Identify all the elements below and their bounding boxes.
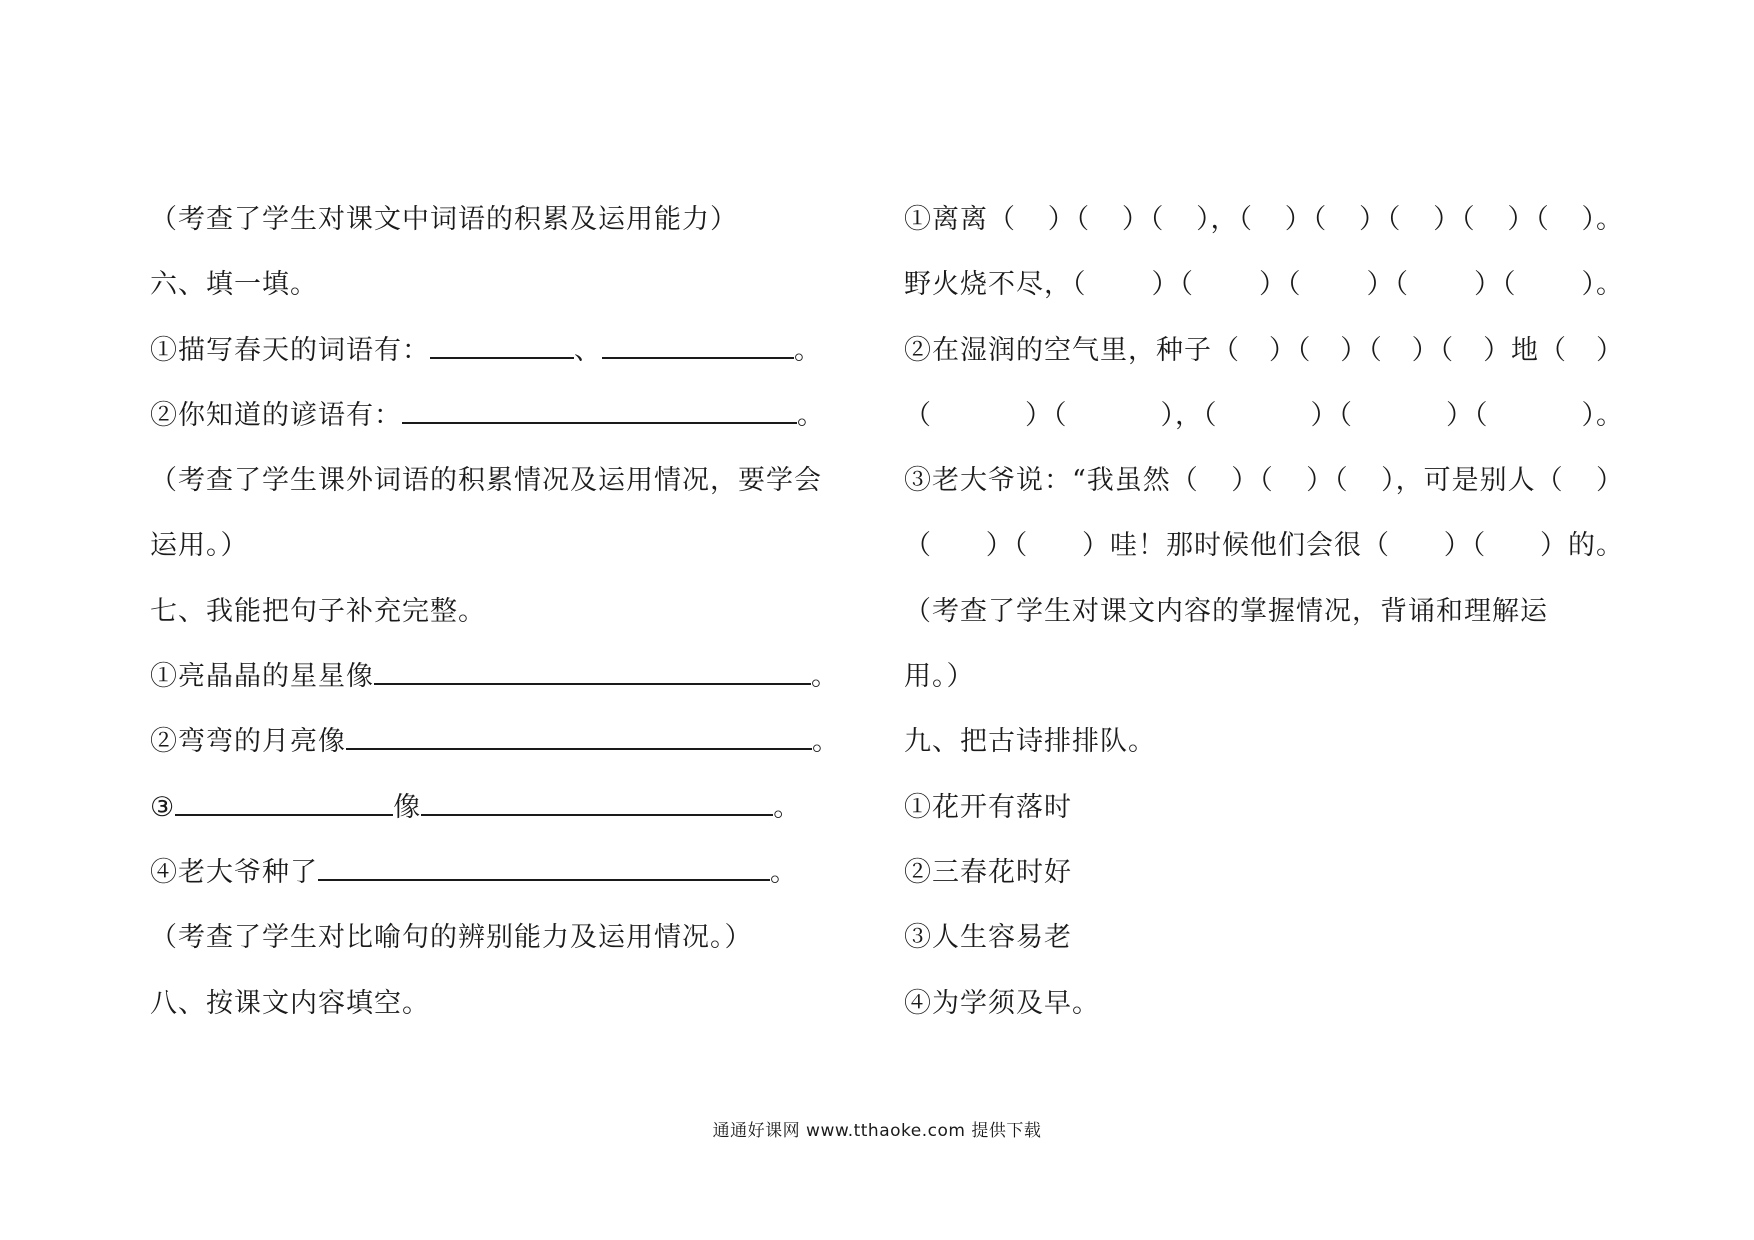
text-segment: （: [904, 530, 932, 562]
poem-segment: ）（: [1474, 269, 1517, 301]
poem-segment: ）。: [1581, 204, 1624, 235]
separator: 、: [574, 334, 602, 366]
text-segment: ）（: [1306, 465, 1349, 497]
simile-word: 像: [393, 791, 422, 823]
text-segment: ）（: [1268, 334, 1312, 366]
poem-segment: ）（: [1433, 204, 1476, 235]
period: 。: [797, 399, 825, 431]
answer-blank[interactable]: [175, 784, 393, 816]
text-segment: ）（: [1446, 399, 1489, 431]
q8-2-seed-cont: [904, 392, 1624, 457]
text-segment: ）（: [1231, 465, 1274, 497]
text-segment: ②在湿润的空气里，种子（: [904, 334, 1240, 366]
q6-1-prompt: ①描写春天的词语有：: [150, 334, 430, 366]
text-segment: ），可是别人（: [1381, 465, 1564, 497]
period: 。: [794, 334, 822, 366]
text-segment: ③老大爷说：“我虽然（: [904, 465, 1199, 497]
poem-segment: ）（: [1047, 204, 1091, 235]
text-segment: ）（: [985, 530, 1029, 562]
poem-line-4: ④为学须及早。: [904, 987, 1100, 1019]
poem-segment: ）（: [1366, 269, 1409, 301]
answer-blank[interactable]: [430, 327, 574, 359]
poem-line-3: ③人生容易老: [904, 922, 1072, 954]
text-segment: ）（: [1310, 399, 1353, 431]
answer-blank[interactable]: [402, 392, 797, 424]
right-column: [904, 196, 1624, 1045]
text-segment: ）: [1596, 465, 1624, 497]
period: 。: [811, 661, 839, 693]
poem-segment: ）（: [1284, 204, 1328, 235]
section-eight-heading: 八、按课文内容填空。: [150, 987, 430, 1019]
section-six-heading: 六、填一填。: [150, 269, 318, 301]
answer-blank[interactable]: [602, 327, 794, 359]
period: 。: [812, 726, 840, 758]
section-nine-heading: 九、把古诗排排队。: [904, 726, 1156, 758]
text-segment: ）。: [1581, 399, 1624, 431]
poem-segment: ）（: [1259, 269, 1302, 301]
text-segment: （: [904, 399, 932, 431]
q7-4-grandpa: [150, 849, 865, 914]
q7-2-moon: [150, 718, 865, 783]
poem-line-2: ②三春花时好: [904, 856, 1072, 888]
answer-blank[interactable]: [346, 718, 812, 750]
text-segment: ），（: [1160, 399, 1218, 431]
q7-1-stars: [150, 653, 865, 718]
left-column: [150, 196, 865, 1045]
period: 。: [773, 791, 802, 823]
text-segment: ）哇！那时候他们会很（: [1082, 530, 1390, 562]
q6-2-prompt: ②你知道的谚语有：: [150, 399, 402, 431]
text-segment: ）地（: [1483, 334, 1568, 366]
text-segment: ）（: [1340, 334, 1383, 366]
q7-3-simile: [150, 784, 865, 849]
poem-segment: ）（: [1121, 204, 1165, 235]
q8-2-seed: [904, 327, 1624, 392]
text-segment: ）: [1595, 334, 1624, 366]
poem-segment: 野火烧不尽，（: [904, 269, 1087, 301]
q8-3-grandpa: [904, 457, 1624, 522]
poem-segment: ）（: [1358, 204, 1402, 235]
answer-blank[interactable]: [421, 784, 773, 816]
note-vocab-check: （考查了学生对课文中词语的积累及运用能力）: [150, 204, 738, 235]
poem-segment: ①离离（: [904, 204, 1016, 235]
q6-2-proverbs: [150, 392, 865, 457]
note-recitation-cont: 用。）: [904, 661, 975, 693]
q7-4-prompt: ④老大爷种了: [150, 856, 318, 888]
text-segment: ）的。: [1540, 530, 1624, 562]
q6-1-spring-words: [150, 327, 865, 392]
text-segment: ）（: [1411, 334, 1455, 366]
q7-1-prompt: ①亮晶晶的星星像: [150, 661, 374, 693]
answer-blank[interactable]: [374, 653, 811, 685]
q8-3-grandpa-cont: [904, 522, 1624, 587]
answer-blank[interactable]: [318, 849, 770, 881]
note-recitation: （考查了学生对课文内容的掌握情况，背诵和理解运: [904, 595, 1548, 627]
page-footer: 通通好课网 www.tthaoke.com 提供下载: [712, 1121, 1042, 1141]
section-seven-heading: 七、我能把句子补充完整。: [150, 595, 486, 627]
note-extracurricular: （考查了学生课外词语的积累情况及运用情况，要学会: [150, 465, 822, 497]
poem-line-1: ①花开有落时: [904, 791, 1072, 823]
poem-segment: ）（: [1151, 269, 1194, 301]
note-extracurricular-cont: 运用。）: [150, 530, 249, 562]
q7-3-prompt: ③: [150, 791, 176, 823]
note-simile: （考查了学生对比喻句的辨别能力及运用情况。）: [150, 922, 753, 954]
q8-1-poem-line: [904, 196, 1624, 261]
poem-segment: ）（: [1507, 204, 1550, 235]
text-segment: ）（: [1443, 530, 1487, 562]
period: 。: [770, 856, 798, 888]
q7-2-prompt: ②弯弯的月亮像: [150, 726, 346, 758]
q8-1-poem-line-2: [904, 261, 1624, 326]
poem-segment: ）。: [1581, 269, 1624, 301]
poem-segment: ），（: [1196, 204, 1254, 235]
text-segment: ）（: [1025, 399, 1068, 431]
